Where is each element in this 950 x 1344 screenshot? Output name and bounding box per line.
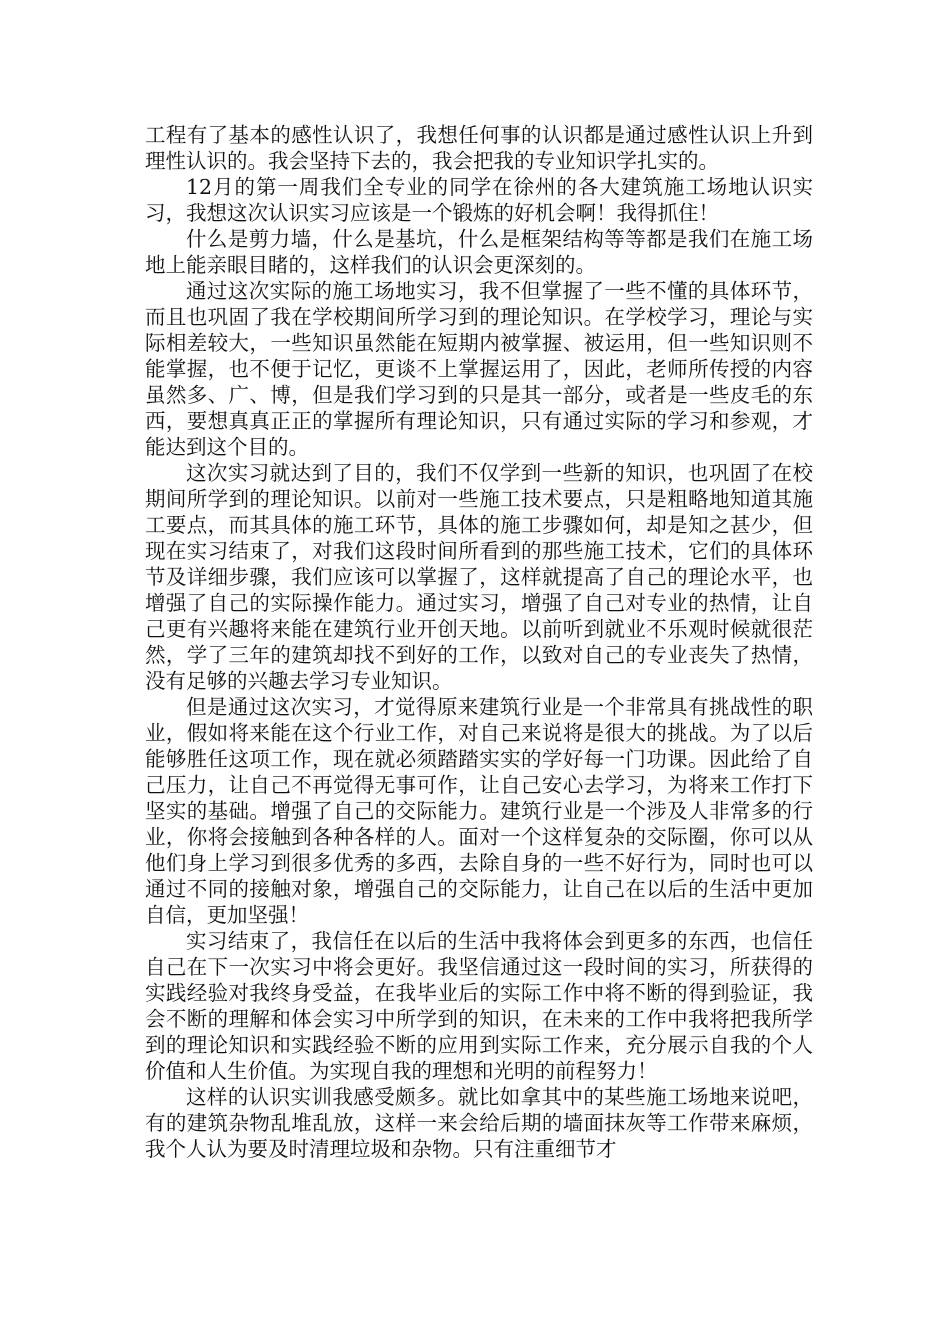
paragraph-3: 什么是剪力墙，什么是基坑，什么是框架结构等等都是我们在施工场地上能亲眼目睹的，这样我们的认识会更深刻的。 xyxy=(145,227,813,277)
paragraph-1: 工程有了基本的感性认识了，我想任何事的认识都是通过感性认识上升到理性认识的。我会坚持下去的，我会把我的专业知识学扎实的。 xyxy=(145,123,813,173)
paragraph-8: 这样的认识实训我感受颇多。就比如拿其中的某些施工场地来说吧，有的建筑杂物乱堆乱放，这样一来会给后期的墙面抹灰等工作带来麻烦，我个人认为要及时清理垃圾和杂物。只有注重细节才 xyxy=(145,1085,813,1161)
paragraph-7: 实习结束了，我信任在以后的生活中我将体会到更多的东西，也信任自己在下一次实习中将会更好。我坚信通过这一段时间的实习，所获得的实践经验对我终身受益，在我毕业后的实际工作中将不断的得到验证，我会不断的理解和体会实习中所学到的知识，在未来的工作中我将把我所学到的理论知识和实践经验不断的应用到实际工作来，充分展示自我的个人价值和人生价值。为实现自我的理想和光明的前程努力！ xyxy=(145,929,813,1083)
paragraph-6: 但是通过这次实习，才觉得原来建筑行业是一个非常具有挑战性的职业，假如将来能在这个行业工作，对自己来说将是很大的挑战。为了以后能够胜任这项工作，现在就必须踏踏实实的学好每一门功课。因此给了自己压力，让自己不再觉得无事可作，让自己安心去学习，为将来工作打下坚实的基础。增强了自己的交际能力。建筑行业是一个涉及人非常多的行业，你将会接触到各种各样的人。面对一个这样复杂的交际圈，你可以从他们身上学习到很多优秀的多西，去除自身的一些不好行为，同时也可以通过不同的接触对象，增强自己的交际能力，让自己在以后的生活中更加自信，更加坚强！ xyxy=(145,695,813,927)
document-body xyxy=(145,122,813,1162)
paragraph-5: 这次实习就达到了目的，我们不仅学到一些新的知识，也巩固了在校期间所学到的理论知识。以前对一些施工技术要点，只是粗略地知道其施工要点，而其具体的施工环节，具体的施工步骤如何，却是知之甚少，但现在实习结束了，对我们这段时间所看到的那些施工技术，它们的具体环节及详细步骤，我们应该可以掌握了，这样就提高了自己的理论水平，也增强了自己的实际操作能力。通过实习，增强了自己对专业的热情，让自己更有兴趣将来能在建筑行业开创天地。以前听到就业不乐观时候就很茫然，学了三年的建筑却找不到好的工作，以致对自己的专业丧失了热情，没有足够的兴趣去学习专业知识。 xyxy=(145,461,813,693)
paragraph-2: 12月的第一周我们全专业的同学在徐州的各大建筑施工场地认识实习，我想这次认识实习应该是一个锻炼的好机会啊！我得抓住！ xyxy=(145,175,813,225)
paragraph-4: 通过这次实际的施工场地实习，我不但掌握了一些不懂的具体环节，而且也巩固了我在学校期间所学习到的理论知识。在学校学习，理论与实际相差较大，一些知识虽然能在短期内被掌握、被运用，但一些知识则不能掌握，也不便于记忆，更谈不上掌握运用了，因此，老师所传授的内容虽然多、广、博，但是我们学习到的只是其一部分，或者是一些皮毛的东西，要想真真正正的掌握所有理论知识，只有通过实际的学习和参观，才能达到这个目的。 xyxy=(145,279,813,459)
